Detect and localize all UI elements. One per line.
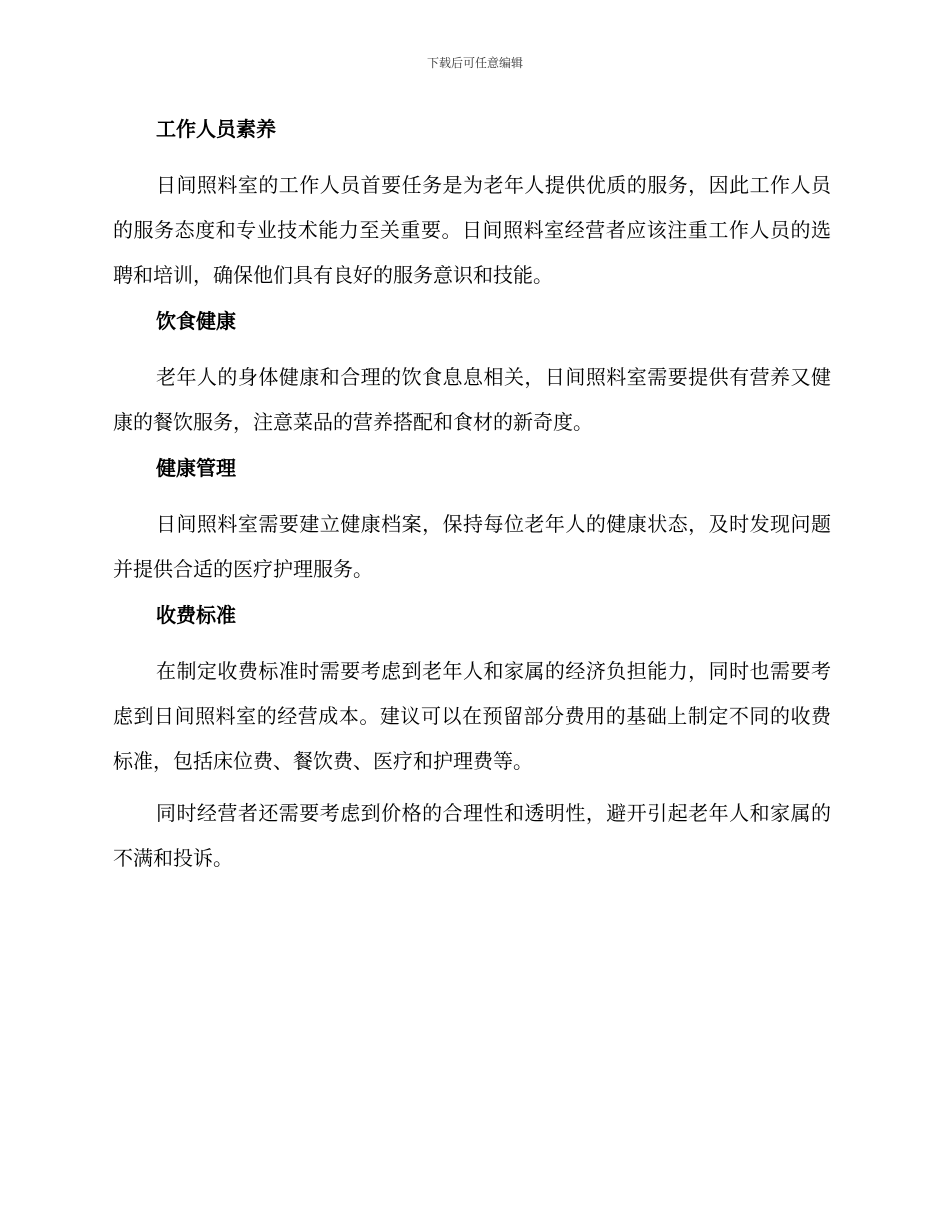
section-paragraph: 日间照料室的工作人员首要任务是为老年人提供优质的服务，因此工作人员的服务态度和专业技术能力至关重要。日间照料室经营者应该注重工作人员的选聘和培训，确保他们具有良好的服务意识和技能。 [113, 173, 831, 287]
section-heading: 健康管理 [156, 456, 236, 480]
section-heading: 收费标准 [156, 603, 236, 627]
section-fee-standards [113, 599, 831, 881]
section-paragraph: 在制定收费标准时需要考虑到老年人和家属的经济负担能力，同时也需要考虑到日间照料室的经营成本。建议可以在预留部分费用的基础上制定不同的收费标准，包括床位费、餐饮费、医疗和护理费等。 [113, 659, 831, 773]
section-heading: 饮食健康 [156, 309, 236, 333]
document-body [113, 113, 831, 888]
section-heading: 工作人员素养 [156, 117, 276, 141]
page-header-note: 下载后可任意编辑 [426, 56, 523, 70]
section-diet-health [113, 305, 831, 445]
section-paragraph: 同时经营者还需要考虑到价格的合理性和透明性，避开引起老年人和家属的不满和投诉。 [113, 801, 831, 870]
section-health-management [113, 452, 831, 592]
section-staff-quality [113, 113, 831, 298]
section-paragraph: 老年人的身体健康和合理的饮食息息相关，日间照料室需要提供有营养又健康的餐饮服务，注意菜品的营养搭配和食材的新奇度。 [113, 365, 831, 434]
section-paragraph: 日间照料室需要建立健康档案，保持每位老年人的健康状态，及时发现问题并提供合适的医疗护理服务。 [113, 512, 831, 581]
